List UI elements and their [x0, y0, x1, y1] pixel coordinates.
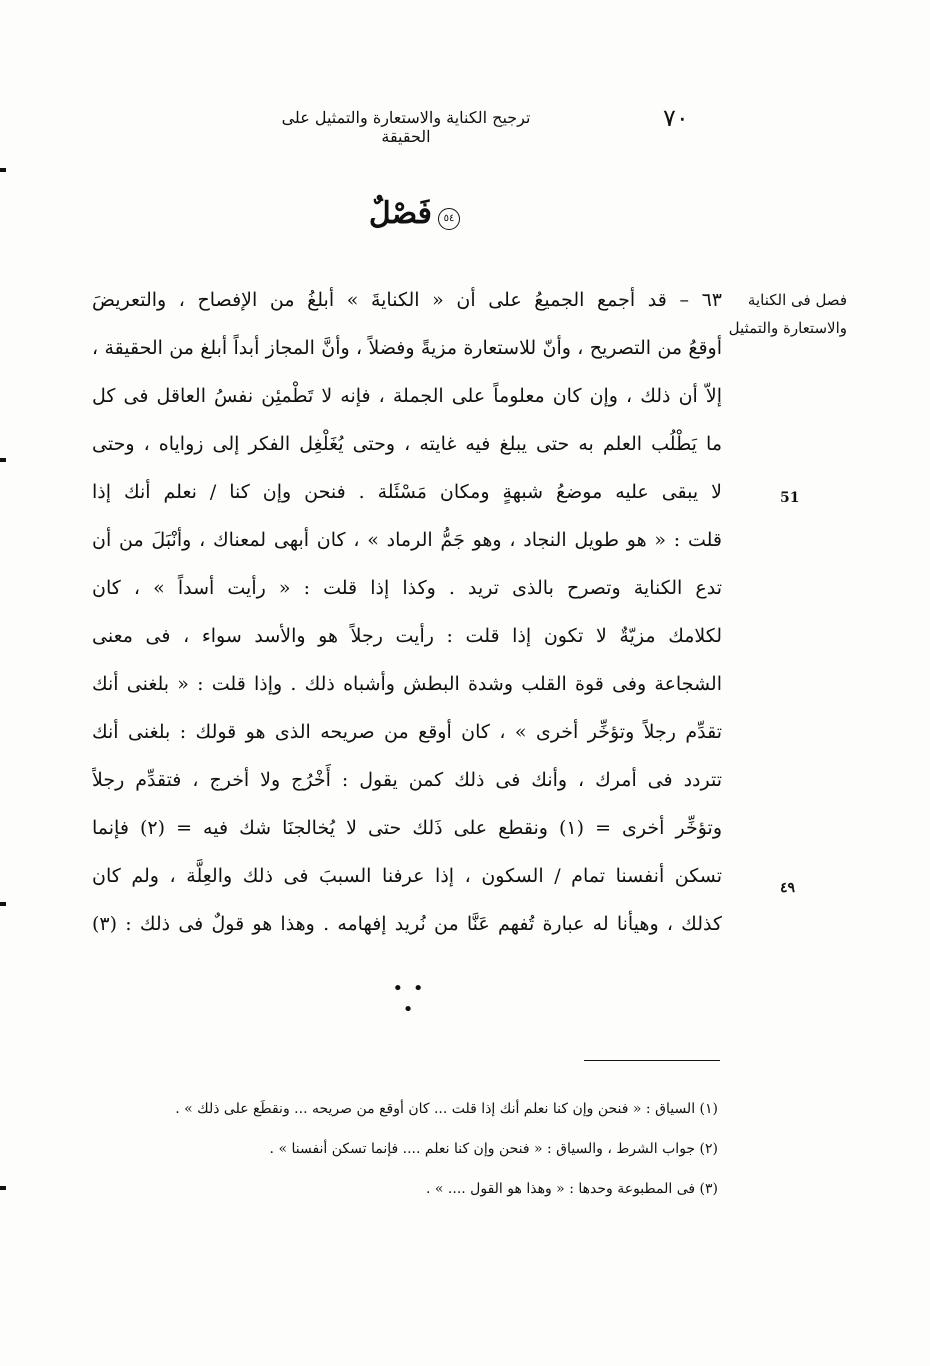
section-heading [360, 196, 460, 242]
body-line: إلاّ أن ذلك ، وإن كان معلوماً على الجملة ، فإنه لا تَطْمئِن نفسُ العاقل فى كل [92, 385, 722, 407]
body-line: لكلامك مزيّةٌ لا تكون إذا قلت : رأيت رجلاً هو والأسد سواء ، فى معنى [92, 625, 722, 647]
body-line: تسكن أنفسنا تمام / السكون ، إذا عرفنا السببَ فى ذلك والعِلَّة ، ولم كان [92, 865, 722, 887]
margin-page-number: 51 [780, 490, 800, 506]
page-number: ٧٠ [663, 104, 689, 132]
footnote: (٣) فى المطبوعة وحدها : « وهذا هو القول .... » . [426, 1181, 718, 1197]
scan-edge-mark [0, 458, 6, 462]
footnotes [100, 1094, 718, 1214]
side-note-line: والاستعارة والتمثيل [728, 319, 847, 337]
body-line: ما يَطْلُب العلم به حتى يبلغ فيه غايته ، وحتى يُغَلْغِل الفكر إلى زواياه ، وحتى [92, 433, 722, 455]
body-line: لا يبقى عليه موضعُ شبهةٍ ومكان مَسْئَلة . فنحن وإن كنا / نعلم أنك إذا [92, 481, 722, 503]
body-text [92, 276, 722, 948]
body-line: تدع الكناية وتصرح بالذى تريد . وكذا إذا قلت : « رأيت أسداً » ، كان [92, 577, 722, 599]
body-line: قلت : « هو طويل النجاد ، وهو جَمُّ الرماد » ، كان أبهى لمعناك ، وأنْبَلَ من أن [92, 529, 722, 551]
section-number-badge: ٥٤ [438, 208, 460, 230]
body-line: كذلك ، وهيأنا له عبارة تُفهم عَنَّا من نُريد إفهامه . وهذا هو قولٌ فى ذلك : (٣) [92, 913, 722, 935]
scan-edge-mark [0, 1186, 6, 1190]
body-line: ٦٣ – قد أجمع الجميعُ على أن « الكنايةَ » أبلغُ من الإفصاح ، والتعريضَ [92, 289, 722, 311]
body-line: وتؤخِّر أخرى = (١) ونقطع على ذَلك حتى لا يُخالجنَا شك فيه = (٢) فإنما [92, 817, 722, 839]
body-line: أوقعُ من التصريح ، وأنّ للاستعارة مزيةً وفضلاً ، وأنَّ المجاز أبداً أبلغ من الحقيقة ، [92, 337, 722, 359]
side-note [727, 286, 847, 342]
body-line: تقدِّم رجلاً وتؤخِّر أخرى » ، كان أوقع من صريحه الذى هو قولك : بلغنى أنك [92, 721, 722, 743]
scan-edge-mark [0, 902, 6, 906]
margin-page-number: ٤٩ [780, 880, 796, 896]
footnote-separator [584, 1060, 720, 1061]
footnote: (١) السياق : « فنحن وإن كنا نعلم أنك إذا قلت ... كان أوقع من صريحه ... ونقطَع على ذلك » . [175, 1101, 718, 1117]
footnote: (٢) جواب الشرط ، والسياق : « فنحن وإن كنا نعلم .... فإنما تسكن أنفسنا » . [269, 1141, 718, 1157]
body-line: الشجاعة وفى قوة القلب وشدة البطش وأشباه ذلك . وإذا قلت : « بلغنى أنك [92, 673, 722, 695]
section-title: فَصْلٌ [368, 196, 432, 231]
body-line: تتردد فى أمرك ، وأنك فى ذلك كمن يقول : أَخْرُج ولا أخرج ، فتقدِّم رجلاً [92, 769, 722, 791]
side-note-line: فصل فى الكناية [747, 291, 847, 309]
running-title: ترجيح الكناية والاستعارة والتمثيل على الحقيقة [281, 108, 531, 146]
section-end-ornament: • • • [392, 978, 426, 1020]
scan-edge-mark [0, 168, 6, 172]
